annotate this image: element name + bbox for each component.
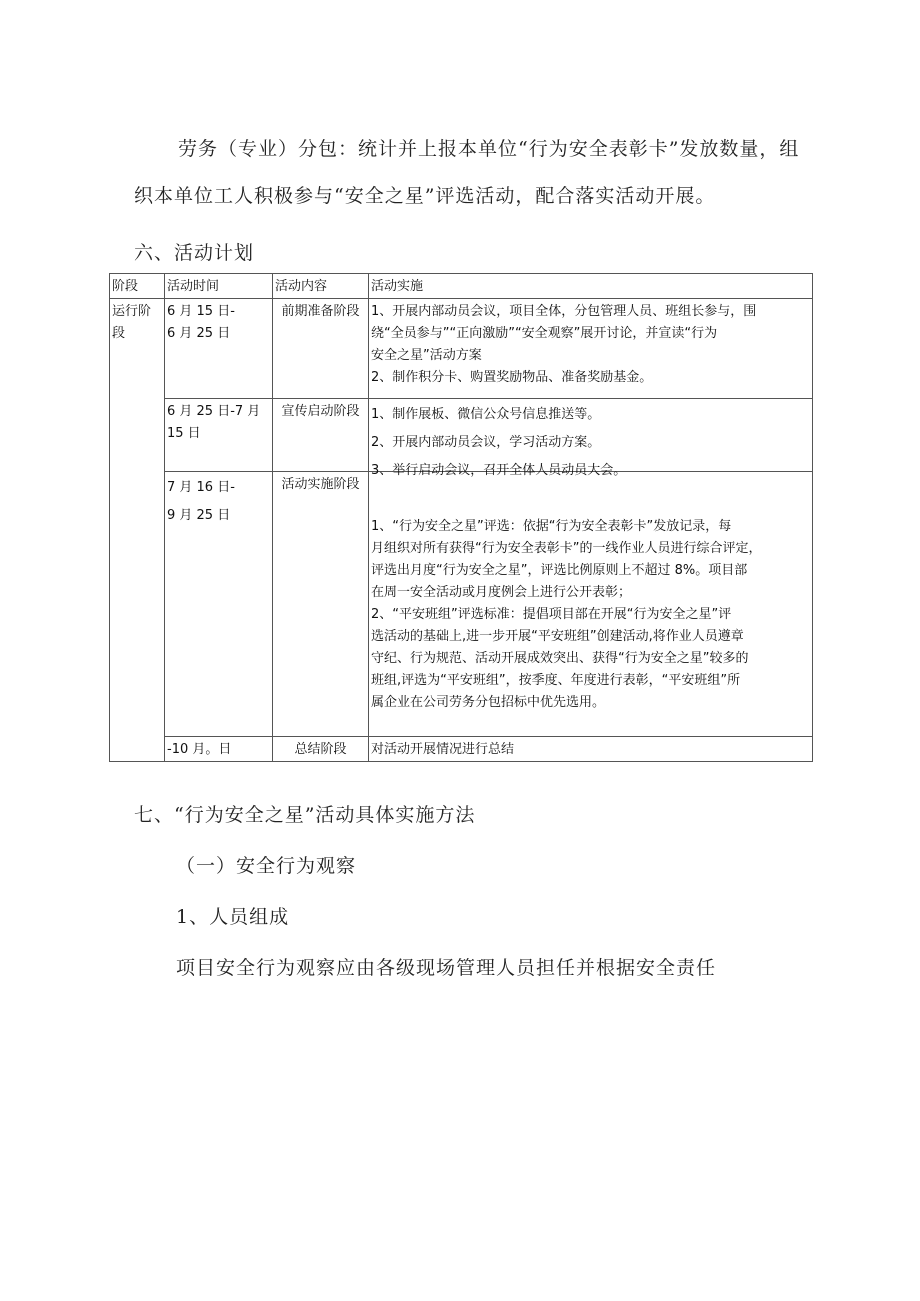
implementation-cell (369, 399, 813, 478)
implementation-cell (369, 299, 813, 399)
content-cell: 宣传启动阶段 (273, 399, 369, 472)
stage-label-line-1: 运行阶 (112, 304, 152, 319)
time-line-1: 6 月 25 日-7 月 (167, 404, 261, 419)
stage-cell (110, 299, 165, 762)
table-header-row (110, 274, 813, 299)
paragraph-line-2: 织本单位工人积极参与“安全之星”评选活动，配合落实活动开展。 (134, 185, 716, 207)
time-cell: -10 月。日 (165, 737, 273, 762)
time-cell (165, 299, 273, 399)
header-time: 活动时间 (165, 274, 273, 299)
time-line-1: 6 月 15 日- (167, 304, 235, 319)
stage-label-line-2: 段 (112, 326, 126, 341)
impl-line: 选活动的基础上,进一步开展“平安班组”创建活动,将作业人员遵章 (371, 629, 744, 644)
time-line-2: 15 日 (167, 426, 201, 441)
implementation-cell (369, 737, 813, 762)
impl-line: 评选出月度“行为安全之星”，评选比例原则上不超过 8%。项目部 (371, 563, 748, 578)
time-line-2: 9 月 25 日 (167, 508, 231, 523)
time-line-1: 7 月 16 日- (167, 480, 235, 495)
impl-line: 2、开展内部动员会议，学习活动方案。 (371, 435, 601, 450)
impl-line: 1、制作展板、微信公众号信息推送等。 (371, 407, 601, 422)
impl-line: 1、“行为安全之星”评选：依据“行为安全表彰卡”发放记录，每 (371, 519, 732, 534)
content-cell: 前期准备阶段 (273, 299, 369, 399)
content-cell: 总结阶段 (273, 737, 369, 762)
time-cell (165, 399, 273, 472)
paragraph-line-1: 劳务（专业）分包：统计并上报本单位“行为安全表彰卡”发放数量，组 (178, 138, 800, 160)
section-7-title: 七、“行为安全之星”活动具体实施方法 (134, 804, 476, 826)
header-content: 活动内容 (273, 274, 369, 299)
impl-line: 3、举行启动会议，召开全体人员动员大会。 (371, 463, 627, 478)
implementation-cell (369, 472, 813, 737)
impl-line: 安全之星”活动方案 (371, 348, 482, 363)
impl-line: 属企业在公司劳务分包招标中优先选用。 (371, 695, 606, 710)
impl-line: 1、开展内部动员会议，项目全体，分包管理人员、班组长参与，围 (371, 304, 757, 319)
impl-line: 绕“全员参与”“正向激励”“安全观察”展开讨论，并宣读“行为 (371, 326, 718, 341)
activity-plan-table (109, 273, 813, 762)
time-cell (165, 472, 273, 737)
content-cell: 活动实施阶段 (273, 472, 369, 737)
time-line-2: 6 月 25 日 (167, 326, 231, 341)
item-1-title: 1、人员组成 (176, 906, 290, 928)
table-row (110, 299, 813, 399)
impl-line: 班组,评选为“平安班组”，按季度、年度进行表彰，“平安班组”所 (371, 673, 741, 688)
section-6-title: 六、活动计划 (134, 242, 255, 264)
impl-line: 在周一安全活动或月度例会上进行公开表彰； (371, 585, 632, 600)
table-row (110, 472, 813, 737)
header-implementation: 活动实施 (369, 274, 813, 299)
table-row (110, 399, 813, 472)
table-row (110, 737, 813, 762)
impl-line: 月组织对所有获得“行为安全表彰卡”的一线作业人员进行综合评定， (371, 541, 762, 556)
impl-line: 2、“平安班组”评选标准：提倡项目部在开展“行为安全之星”评 (371, 607, 732, 622)
impl-line: 对活动开展情况进行总结 (371, 742, 515, 757)
impl-line: 守纪、行为规范、活动开展成效突出、获得“行为安全之星”较多的 (371, 651, 749, 666)
body-text: 项目安全行为观察应由各级现场管理人员担任并根据安全责任 (176, 957, 717, 979)
header-stage: 阶段 (110, 274, 165, 299)
subsection-1-title: （一）安全行为观察 (176, 855, 357, 877)
impl-line: 2、制作积分卡、购置奖励物品、准备奖励基金。 (371, 370, 653, 385)
